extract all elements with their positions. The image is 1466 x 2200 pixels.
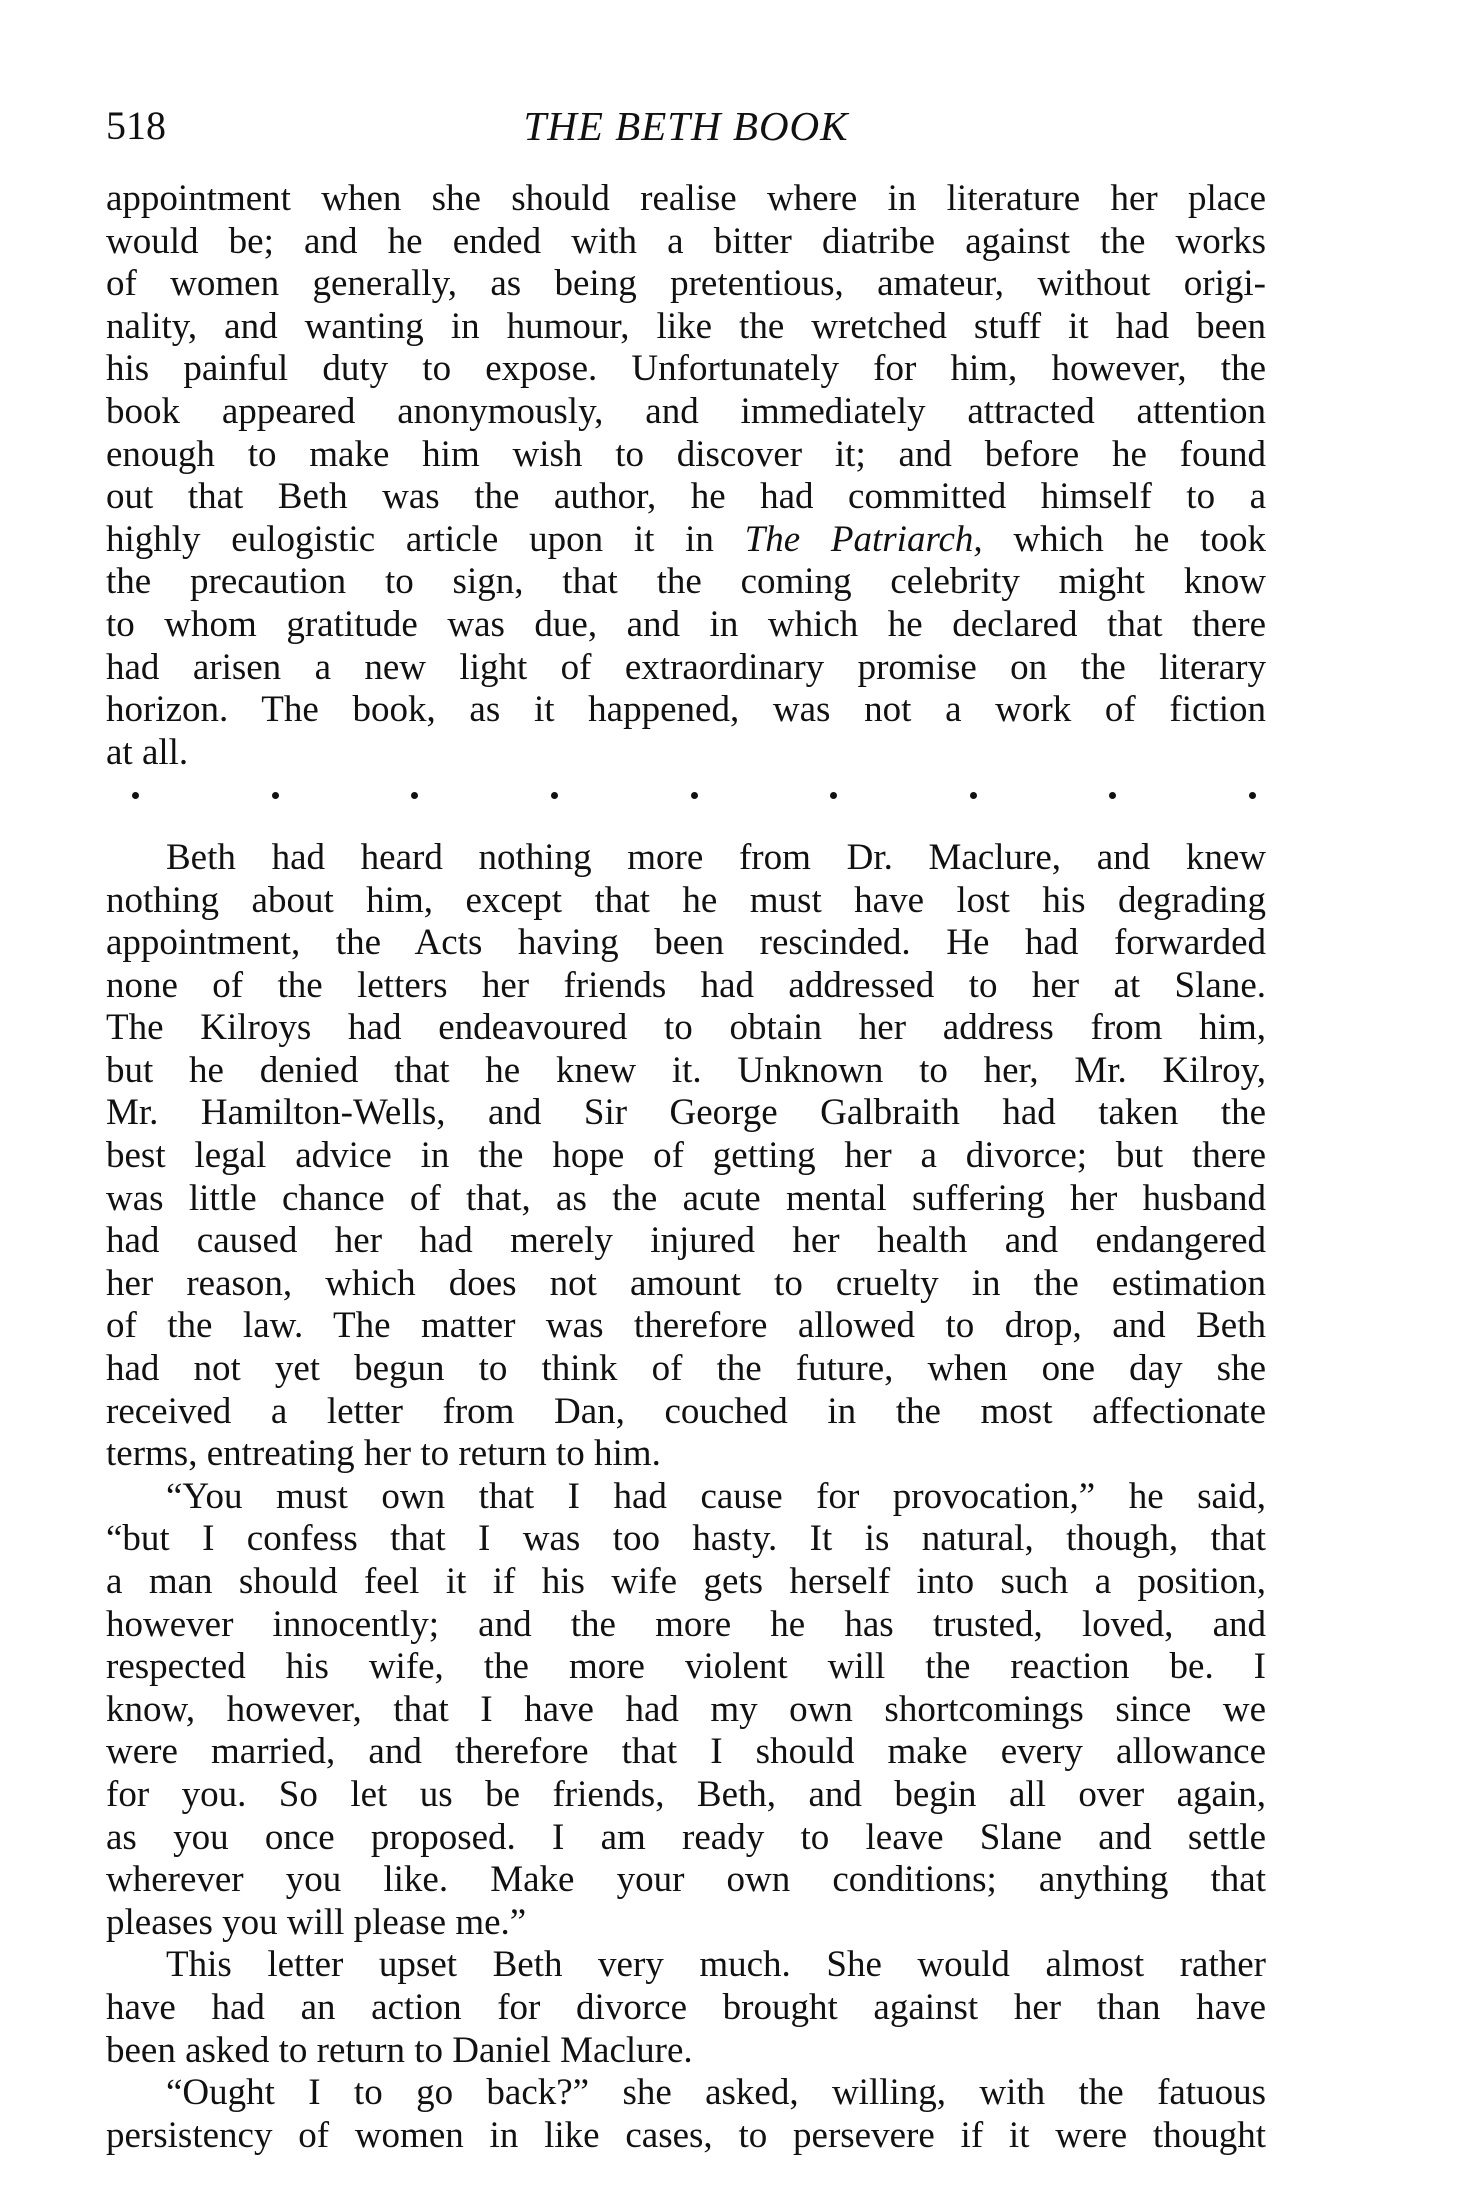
text-segment: which he took: [982, 518, 1266, 560]
text-line: horizon. The book, as it happened, was not a work of fiction: [106, 689, 1266, 731]
text-line: had caused her had merely injured her health and endangered: [106, 1220, 1266, 1262]
text-line: the precaution to sign, that the coming celebrity might know: [106, 561, 1266, 603]
text-segment: highly eulogistic article upon it in: [106, 518, 745, 560]
text-line: his painful duty to expose. Unfortunately for him, however, the: [106, 348, 1266, 390]
text-line: Mr. Hamilton-Wells, and Sir George Galbraith had taken the: [106, 1092, 1266, 1134]
text-line: persistency of women in like cases, to persevere if it were thought: [106, 2114, 1266, 2156]
text-line: none of the letters her friends had addressed to her at Slane.: [106, 964, 1266, 1006]
page-number: 518: [106, 103, 166, 148]
text-line: would be; and he ended with a bitter diatribe against the works: [106, 220, 1266, 262]
text-line: respected his wife, the more violent will the reaction be. I: [106, 1646, 1266, 1688]
text-line: had arisen a new light of extraordinary promise on the literary: [106, 646, 1266, 688]
text-line: Beth had heard nothing more from Dr. Maclure, and knew: [166, 836, 1266, 878]
text-line: [106, 519, 1266, 562]
text-line: was little chance of that, as the acute mental suffering her husband: [106, 1177, 1266, 1219]
text-line: “Ought I to go back?” she asked, willing, with the fatuous: [166, 2072, 1266, 2114]
spacer: [106, 817, 1266, 837]
text-line: book appeared anonymously, and immediately attracted attention: [106, 390, 1266, 432]
text-line: best legal advice in the hope of getting her a divorce; but there: [106, 1135, 1266, 1177]
text-line: enough to make him wish to discover it; and before he found: [106, 433, 1266, 475]
text-line: nality, and wanting in humour, like the wretched stuff it had been: [106, 305, 1266, 347]
paragraph: [106, 1476, 1266, 1945]
text-line: The Kilroys had endeavoured to obtain her address from him,: [106, 1007, 1266, 1049]
ornament-dot: [132, 792, 139, 799]
text-line: to whom gratitude was due, and in which he declared that there: [106, 603, 1266, 645]
paragraph: [106, 2072, 1266, 2157]
text-line: terms, entreating her to return to him.: [106, 1433, 661, 1475]
text-line: her reason, which does not amount to cruelty in the estimation: [106, 1262, 1266, 1304]
ornament-dot: [970, 792, 977, 799]
text-line: wherever you like. Make your own conditions; anything that: [106, 1859, 1266, 1901]
text-line: out that Beth was the author, he had committed himself to a: [106, 476, 1266, 518]
running-title: THE BETH BOOK: [523, 103, 849, 149]
paragraph: [106, 178, 1266, 774]
text-line: had not yet begun to think of the future, when one day she: [106, 1348, 1266, 1390]
text-line: were married, and therefore that I should make every allowance: [106, 1731, 1266, 1773]
ornament-dot: [411, 792, 418, 799]
paragraph: [106, 1944, 1266, 2072]
text-line: of women generally, as being pretentious, amateur, without origi-: [106, 263, 1266, 305]
text-line: at all.: [106, 731, 189, 773]
text-line: “but I confess that I was too hasty. It is natural, though, that: [106, 1518, 1266, 1560]
ornament-dot: [691, 792, 698, 799]
text-line: “You must own that I had cause for provocation,” he said,: [166, 1475, 1266, 1517]
body-text: [106, 178, 1266, 2157]
text-line: This letter upset Beth very much. She would almost rather: [166, 1944, 1266, 1986]
page-header: [106, 96, 1266, 156]
ornament-dot: [551, 792, 558, 799]
periodical-title: The Patriarch,: [744, 518, 983, 560]
text-line: been asked to return to Daniel Maclure.: [106, 2029, 693, 2071]
text-line: appointment, the Acts having been rescinded. He had forwarded: [106, 922, 1266, 964]
text-line: as you once proposed. I am ready to leave Slane and settle: [106, 1816, 1266, 1858]
text-line: received a letter from Dan, couched in the most affectionate: [106, 1390, 1266, 1432]
text-line: pleases you will please me.”: [106, 1901, 527, 1943]
section-break: [106, 774, 1266, 817]
text-line: however innocently; and the more he has trusted, loved, and: [106, 1603, 1266, 1645]
text-line: of the law. The matter was therefore allowed to drop, and Beth: [106, 1305, 1266, 1347]
text-line: nothing about him, except that he must have lost his degrading: [106, 879, 1266, 921]
text-line: but he denied that he knew it. Unknown to her, Mr. Kilroy,: [106, 1049, 1266, 1091]
text-line: a man should feel it if his wife gets herself into such a position,: [106, 1561, 1266, 1602]
text-line: for you. So let us be friends, Beth, and begin all over again,: [106, 1773, 1266, 1815]
paragraph: [106, 837, 1266, 1476]
ornament-dot: [830, 792, 837, 799]
ornament-dot: [1249, 792, 1256, 799]
text-line: know, however, that I have had my own shortcomings since we: [106, 1688, 1266, 1730]
ornament-dot: [1109, 792, 1116, 799]
ornament-dot: [272, 792, 279, 799]
text-line: appointment when she should realise where in literature her place: [106, 178, 1266, 219]
text-line: have had an action for divorce brought against her than have: [106, 1986, 1266, 2028]
